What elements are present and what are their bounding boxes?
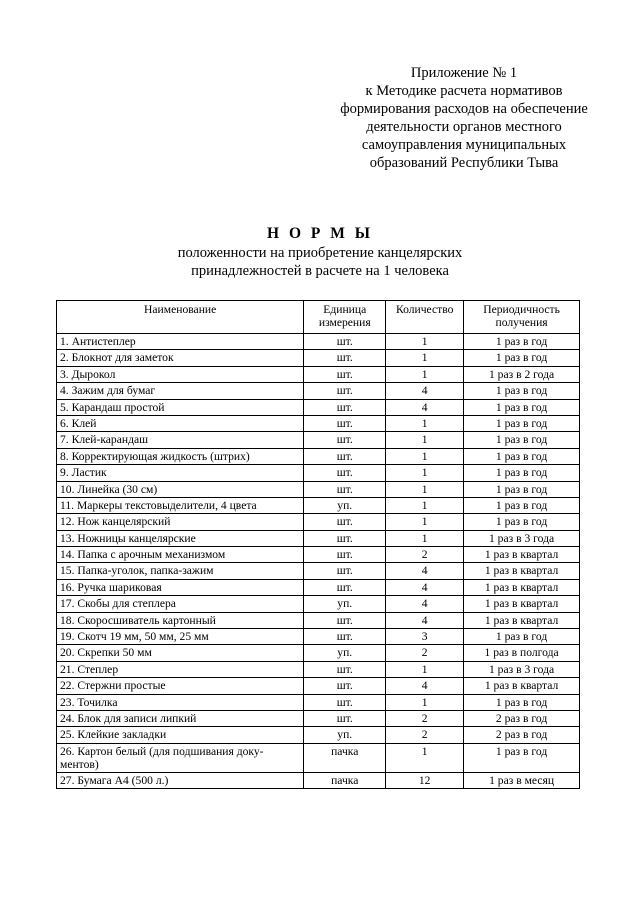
item-unit: шт. <box>304 448 386 464</box>
item-quantity: 4 <box>386 579 464 595</box>
table-row <box>57 399 580 415</box>
table-row <box>57 448 580 464</box>
item-periodicity: 1 раз в месяц <box>464 772 580 788</box>
item-name: 1. Антистеплер <box>57 334 304 350</box>
item-quantity: 3 <box>386 629 464 645</box>
item-quantity: 1 <box>386 350 464 366</box>
document-subtitle-line2: принадлежностей в расчете на 1 человека <box>191 263 449 279</box>
table-row <box>57 497 580 513</box>
item-periodicity: 1 раз в квартал <box>464 596 580 612</box>
item-name: 27. Бумага А4 (500 л.) <box>57 772 304 788</box>
document-subtitle-line1: положенности на приобретение канцелярских <box>177 245 463 261</box>
annex-line: деятельности органов местного <box>366 119 562 135</box>
item-periodicity: 2 раз в год <box>464 710 580 726</box>
item-unit: шт. <box>304 432 386 448</box>
item-unit: шт. <box>304 710 386 726</box>
document-heading <box>60 224 580 280</box>
table-row <box>57 743 580 772</box>
item-unit: шт. <box>304 661 386 677</box>
annex-line: самоуправления муниципальных <box>361 137 567 153</box>
table-row <box>57 514 580 530</box>
item-quantity: 4 <box>386 399 464 415</box>
item-periodicity: 1 раз в год <box>464 694 580 710</box>
item-unit: уп. <box>304 727 386 743</box>
item-periodicity: 1 раз в квартал <box>464 678 580 694</box>
table-row <box>57 530 580 546</box>
table-row <box>57 661 580 677</box>
item-quantity: 1 <box>386 481 464 497</box>
item-name: 10. Линейка (30 см) <box>57 481 304 497</box>
header-unit: Единица измерения <box>304 301 386 334</box>
item-unit: уп. <box>304 596 386 612</box>
item-name: 6. Клей <box>57 415 304 431</box>
table-row <box>57 596 580 612</box>
item-unit: шт. <box>304 465 386 481</box>
item-periodicity: 1 раз в год <box>464 448 580 464</box>
annex-line: Приложение № 1 <box>410 65 518 81</box>
table-row <box>57 563 580 579</box>
item-unit: пачка <box>304 772 386 788</box>
header-quantity: Количество <box>386 301 464 334</box>
item-unit: шт. <box>304 694 386 710</box>
item-unit: шт. <box>304 678 386 694</box>
item-name: 18. Скоросшиватель картонный <box>57 612 304 628</box>
item-name: 8. Корректирующая жидкость (штрих) <box>57 448 304 464</box>
item-quantity: 1 <box>386 432 464 448</box>
item-periodicity: 1 раз в год <box>464 497 580 513</box>
table-row <box>57 694 580 710</box>
table-row <box>57 629 580 645</box>
table-row <box>57 678 580 694</box>
item-quantity: 1 <box>386 514 464 530</box>
item-periodicity: 1 раз в полгода <box>464 645 580 661</box>
item-unit: шт. <box>304 547 386 563</box>
item-unit: шт. <box>304 612 386 628</box>
item-periodicity: 1 раз в 3 года <box>464 530 580 546</box>
item-unit: шт. <box>304 383 386 399</box>
item-periodicity: 1 раз в 2 года <box>464 366 580 382</box>
item-quantity: 12 <box>386 772 464 788</box>
annex-line: образований Республики Тыва <box>369 155 559 171</box>
item-periodicity: 1 раз в год <box>464 743 580 772</box>
item-name: 17. Скобы для степлера <box>57 596 304 612</box>
table-row <box>57 350 580 366</box>
table-header-row <box>57 301 580 334</box>
table-row <box>57 612 580 628</box>
table-row <box>57 465 580 481</box>
annex-line: формирования расходов на обеспечение <box>340 101 588 117</box>
item-periodicity: 1 раз в год <box>464 465 580 481</box>
item-name: 21. Степлер <box>57 661 304 677</box>
item-name: 16. Ручка шариковая <box>57 579 304 595</box>
item-quantity: 4 <box>386 383 464 399</box>
item-periodicity: 1 раз в год <box>464 481 580 497</box>
item-name: 11. Маркеры текстовыделители, 4 цвета <box>57 497 304 513</box>
table-row <box>57 432 580 448</box>
item-periodicity: 1 раз в год <box>464 383 580 399</box>
item-unit: шт. <box>304 530 386 546</box>
item-name: 15. Папка-уголок, папка-зажим <box>57 563 304 579</box>
table-row <box>57 547 580 563</box>
item-quantity: 1 <box>386 661 464 677</box>
item-quantity: 4 <box>386 612 464 628</box>
item-periodicity: 1 раз в год <box>464 334 580 350</box>
item-unit: уп. <box>304 645 386 661</box>
item-quantity: 4 <box>386 596 464 612</box>
item-name: 25. Клейкие закладки <box>57 727 304 743</box>
item-quantity: 1 <box>386 448 464 464</box>
item-periodicity: 1 раз в квартал <box>464 547 580 563</box>
table-row <box>57 710 580 726</box>
table-row <box>57 366 580 382</box>
table-row <box>57 579 580 595</box>
norms-table <box>56 300 580 789</box>
item-name: 7. Клей-карандаш <box>57 432 304 448</box>
item-periodicity: 1 раз в квартал <box>464 612 580 628</box>
item-name: 19. Скотч 19 мм, 50 мм, 25 мм <box>57 629 304 645</box>
item-periodicity: 1 раз в год <box>464 514 580 530</box>
item-unit: шт. <box>304 399 386 415</box>
item-name: 14. Папка с арочным механизмом <box>57 547 304 563</box>
item-name: 20. Скрепки 50 мм <box>57 645 304 661</box>
table-row <box>57 481 580 497</box>
item-name: 4. Зажим для бумаг <box>57 383 304 399</box>
item-quantity: 1 <box>386 415 464 431</box>
item-quantity: 1 <box>386 530 464 546</box>
table-row <box>57 415 580 431</box>
item-unit: шт. <box>304 629 386 645</box>
item-periodicity: 2 раз в год <box>464 727 580 743</box>
item-name: 22. Стержни простые <box>57 678 304 694</box>
item-unit: шт. <box>304 481 386 497</box>
item-periodicity: 1 раз в год <box>464 629 580 645</box>
item-periodicity: 1 раз в год <box>464 432 580 448</box>
document-title: Н О Р М Ы <box>267 225 373 242</box>
item-quantity: 2 <box>386 710 464 726</box>
table-row <box>57 772 580 788</box>
item-name: 2. Блокнот для заметок <box>57 350 304 366</box>
item-quantity: 1 <box>386 743 464 772</box>
item-quantity: 2 <box>386 645 464 661</box>
item-quantity: 2 <box>386 727 464 743</box>
table-row <box>57 383 580 399</box>
item-name: 3. Дырокол <box>57 366 304 382</box>
item-quantity: 4 <box>386 563 464 579</box>
item-name: 9. Ластик <box>57 465 304 481</box>
item-unit: шт. <box>304 415 386 431</box>
item-unit: шт. <box>304 334 386 350</box>
table-row <box>57 727 580 743</box>
item-quantity: 1 <box>386 465 464 481</box>
item-quantity: 1 <box>386 497 464 513</box>
item-name: 13. Ножницы канцелярские <box>57 530 304 546</box>
header-name: Наименование <box>57 301 304 334</box>
item-quantity: 1 <box>386 366 464 382</box>
annex-line: к Методике расчета нормативов <box>365 83 563 99</box>
item-periodicity: 1 раз в 3 года <box>464 661 580 677</box>
item-unit: шт. <box>304 579 386 595</box>
item-quantity: 1 <box>386 694 464 710</box>
table-row <box>57 645 580 661</box>
item-unit: пачка <box>304 743 386 772</box>
annex-header <box>326 64 602 172</box>
item-periodicity: 1 раз в год <box>464 399 580 415</box>
item-quantity: 1 <box>386 334 464 350</box>
item-periodicity: 1 раз в квартал <box>464 579 580 595</box>
item-unit: шт. <box>304 514 386 530</box>
item-name: 12. Нож канцелярский <box>57 514 304 530</box>
item-name: 5. Карандаш простой <box>57 399 304 415</box>
item-unit: шт. <box>304 563 386 579</box>
item-periodicity: 1 раз в год <box>464 350 580 366</box>
item-name: 23. Точилка <box>57 694 304 710</box>
table-row <box>57 334 580 350</box>
item-name: 26. Картон белый (для подшивания доку-ментов) <box>57 743 304 772</box>
item-unit: шт. <box>304 366 386 382</box>
item-quantity: 4 <box>386 678 464 694</box>
item-quantity: 2 <box>386 547 464 563</box>
item-unit: уп. <box>304 497 386 513</box>
item-periodicity: 1 раз в год <box>464 415 580 431</box>
header-periodicity: Периодичность получения <box>464 301 580 334</box>
item-name: 24. Блок для записи липкий <box>57 710 304 726</box>
item-periodicity: 1 раз в квартал <box>464 563 580 579</box>
table-body <box>57 334 580 789</box>
item-unit: шт. <box>304 350 386 366</box>
